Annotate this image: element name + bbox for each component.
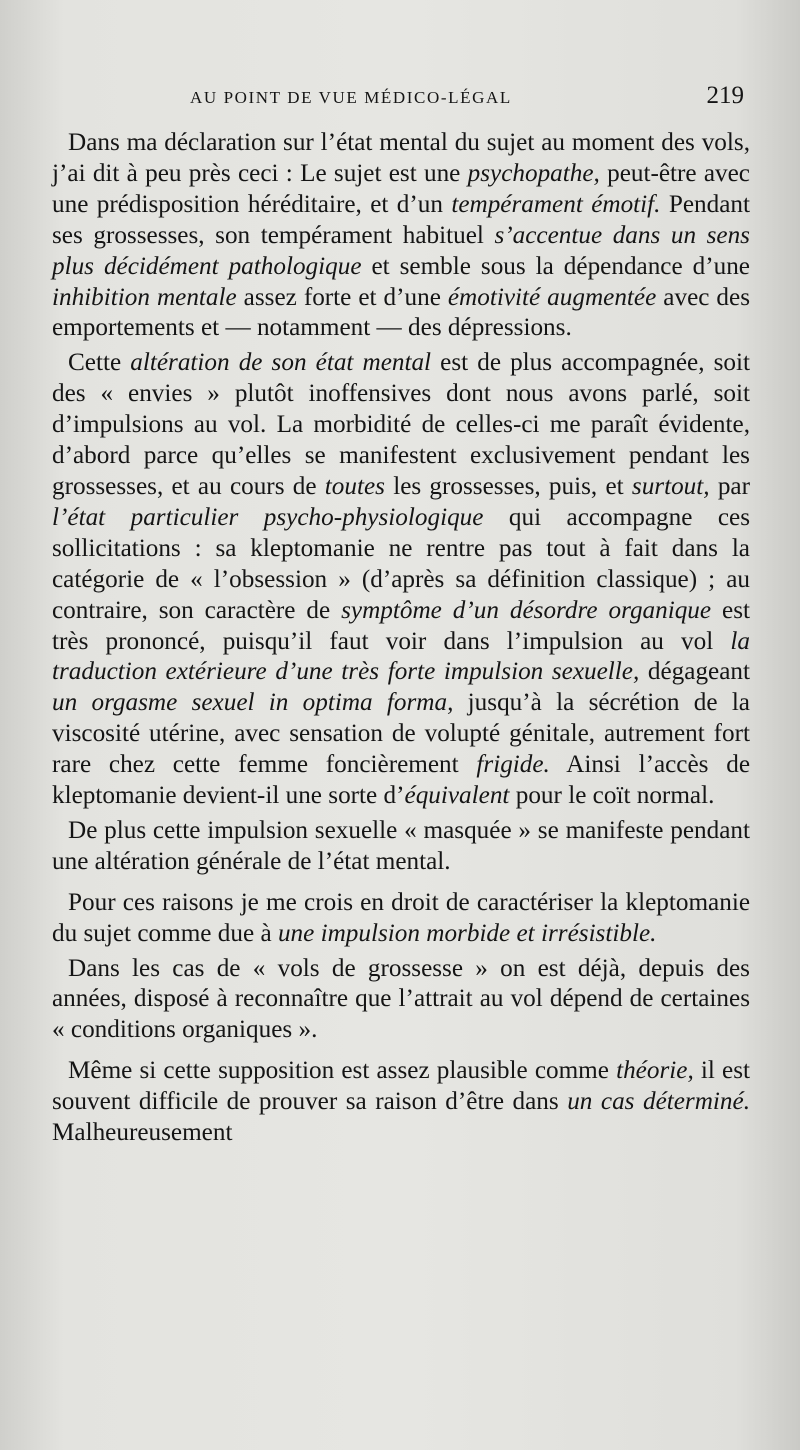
text-run: pour le coït normal.	[509, 782, 715, 810]
italic-text: s’accentue dans un sens plus décidément pathologique	[52, 221, 750, 280]
text-run: dégageant	[639, 658, 750, 686]
paragraph-3	[52, 816, 750, 878]
text-run: il est souvent difficile de prouver sa raison d’être dans	[52, 1057, 750, 1116]
text-run: Même si cette supposition est assez plausible comme	[68, 1057, 617, 1085]
italic-text: surtout,	[631, 472, 710, 500]
text-run: et semble sous la dépendance d’une	[361, 252, 750, 280]
italic-text: tempérament émotif.	[451, 190, 661, 218]
text-run: De plus cette impulsion sexuelle « masquée » se manifeste pendant une altération générale de l’état mental.	[52, 816, 750, 875]
text-run: Cette	[68, 349, 131, 377]
text-run: Dans les cas de « vols de grossesse » on est déjà, depuis des années, disposé à reconnaître que l’attrait au vol dépend de certaines « conditions organiques ».	[52, 954, 750, 1044]
italic-text: frigide.	[476, 751, 550, 779]
running-header	[60, 82, 750, 116]
text-run: jusqu’à la sécrétion de la viscosité utérine, avec sensation de volupté génitale, autrement fort rare chez cette femme foncièrement	[52, 689, 750, 779]
text-run: Pour ces raisons je me crois en droit de caractériser la kleptomanie du sujet comme due à	[52, 888, 750, 947]
paragraph-6	[52, 1056, 750, 1149]
text-run: Ainsi l’accès de kleptomanie devient-il une sorte d’	[52, 751, 751, 810]
text-run: Malheureusement	[52, 1119, 233, 1147]
paragraph-5	[52, 954, 750, 1047]
text-run: assez forte et d’une	[236, 283, 448, 311]
italic-text: symptôme d’un désordre organique	[341, 596, 712, 624]
italic-text: toutes	[324, 472, 385, 500]
text-run: par	[709, 472, 750, 500]
text-run: Pendant ses grossesses, son tempérament habituel	[52, 190, 750, 249]
paragraph-4	[52, 888, 750, 950]
running-title: AU POINT DE VUE MÉDICO-LÉGAL	[190, 88, 512, 107]
page-number: 219	[706, 82, 744, 109]
text-run: avec des emportements et — notamment — des dépressions.	[52, 283, 750, 342]
italic-text: un orgasme sexuel in optima forma,	[52, 689, 454, 717]
text-run: peut-être avec une prédisposition héréditaire, et d’un	[52, 159, 750, 218]
italic-text: un cas déterminé.	[567, 1088, 750, 1116]
italic-text: équivalent	[404, 782, 510, 810]
text-run: Dans ma déclaration sur l’état mental du sujet au moment des vols, j’ai dit à peu près ceci : Le sujet est une	[52, 129, 750, 187]
italic-text: émotivité augmentée	[447, 283, 657, 311]
italic-text: théorie,	[616, 1057, 694, 1085]
page-body	[52, 128, 750, 1149]
italic-text: la traduction extérieure d’une très forte impulsion sexuelle,	[52, 627, 750, 686]
paragraph-2	[52, 348, 750, 812]
text-run: est de plus accompagnée, soit des « envies » plutôt inoffensives dont nous avons parlé, soit d’impulsions au vol. La morbidité de celles-ci me paraît évidente, d’abord parce qu’elles se manifestent exclusivement pendant les grossesses, et au cours de	[52, 349, 750, 500]
italic-text: une impulsion morbide et irrésistible.	[277, 919, 657, 947]
italic-text: psychopathe,	[467, 159, 600, 187]
text-run: les grossesses, puis, et	[384, 472, 632, 500]
italic-text: l’état particulier psycho-physiologique	[52, 503, 484, 531]
italic-text: altération de son état mental	[130, 349, 432, 377]
paragraph-1	[52, 128, 750, 344]
text-run: qui accompagne ces sollicitations : sa kleptomanie ne rentre pas tout à fait dans la catégorie de « l’obsession » (d’après sa définition classique) ; au contraire, son caractère de	[52, 503, 750, 624]
text-run: est très prononcé, puisqu’il faut voir dans l’impulsion au vol	[52, 596, 751, 655]
italic-text: inhibition mentale	[52, 283, 237, 311]
